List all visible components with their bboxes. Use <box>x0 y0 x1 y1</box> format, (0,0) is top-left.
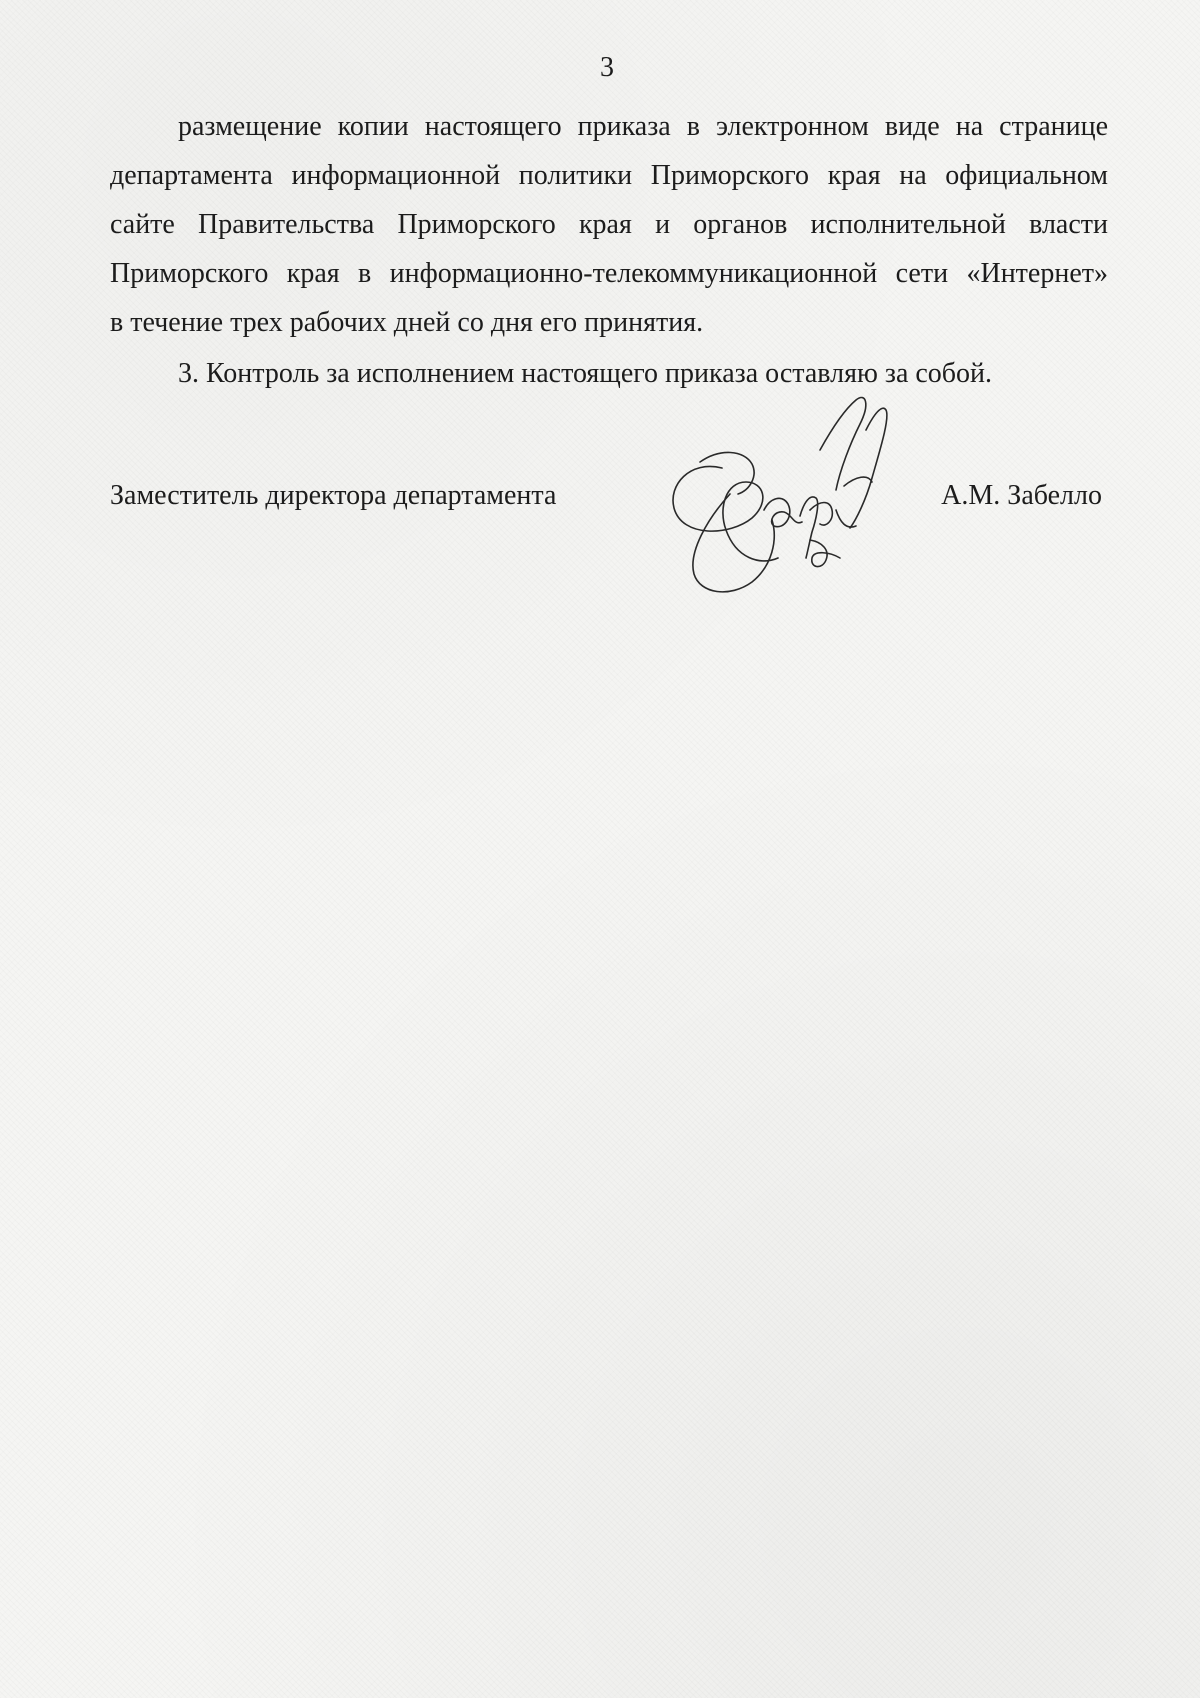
paragraph-line: Приморского края в информационно-телекоммуникационной сети «Интернет» <box>110 258 1108 289</box>
signatory-name: А.М. Забелло <box>941 480 1102 511</box>
signature-block <box>110 480 1108 540</box>
document-body <box>110 102 1108 398</box>
page-number: 3 <box>600 52 614 83</box>
paragraph-line: сайте Правительства Приморского края и органов исполнительной власти <box>110 209 1108 240</box>
paragraph-item-3: 3. Контроль за исполнением настоящего приказа оставляю за собой. <box>178 358 993 389</box>
paragraph-line: размещение копии настоящего приказа в электронном виде на странице <box>178 111 1108 142</box>
paragraph-line: в течение трех рабочих дней со дня его принятия. <box>110 307 704 338</box>
signatory-position: Заместитель директора департамента <box>110 480 557 511</box>
paragraph-publication <box>110 102 1108 347</box>
paragraph-line: департамента информационной политики Приморского края на официальном <box>110 160 1108 191</box>
